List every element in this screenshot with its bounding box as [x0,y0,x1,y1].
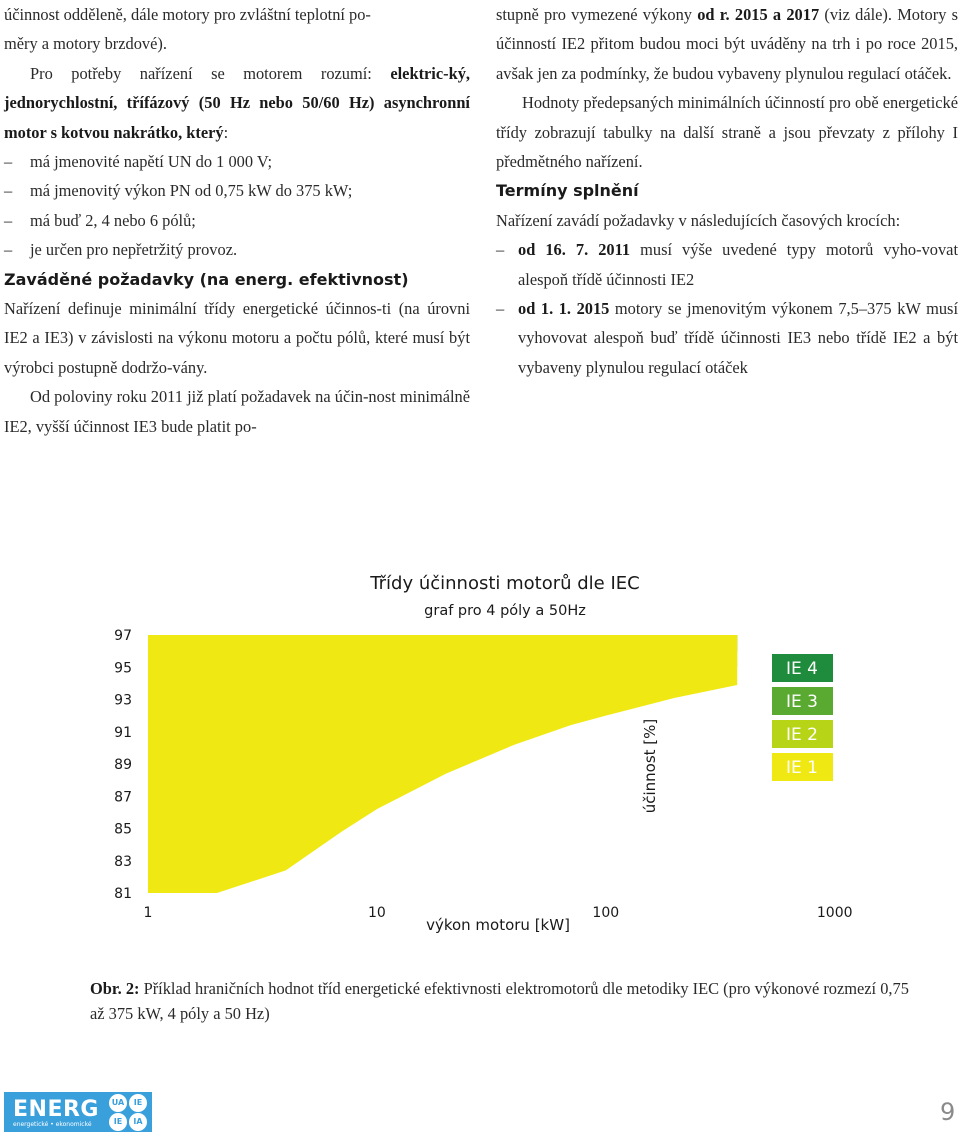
x-axis-label: výkon motoru [kW] [426,916,570,934]
legend-label: IE 1 [786,758,818,778]
caption-label: Obr. 2: [90,979,140,998]
y-tick-label: 83 [114,853,132,870]
deadline-item [496,294,958,382]
x-tick-label: 1 [143,905,153,921]
chart-legend [772,654,833,781]
requirements-heading: Zaváděné požadavky (na energ. efektivnost) [4,269,409,289]
y-axis-label: účinnost [%] [641,718,659,814]
x-tick-label: 100 [592,905,620,921]
deadline-date: od 16. 7. 2011 [518,240,631,260]
chart-titles [369,573,639,619]
tables-paragraph: Hodnoty předepsaných minimálních účinností pro obě energetické třídy zobrazují tabulky na další straně a jsou převzaty z přílohy I předmětného nařízení. [496,93,958,172]
caption-text: Příklad hraničních hodnot tříd energetické efektivnosti elektromotorů dle metodiky IEC (pro výkonové rozmezí 0,75 až 375 kW, 4 póly a 50 Hz) [90,979,909,1023]
deadline-text: motory se jmenovitým výkonem 7,5–375 kW musí vyhovovat alespoň buď třídě účinnosti IE3 nebo třídě IE2 a být vybaveny plynulou regulací otáček [518,299,958,377]
right-column [496,0,958,382]
efficiency-chart [0,562,960,942]
continuation-lead: stupně pro vymezené výkony [496,5,698,24]
deadlines-intro: Nařízení zavádí požadavky v následujících časových krocích: [496,210,901,230]
condition-item: – má jmenovité napětí UN do 1 000 V; [4,147,470,176]
ie2-paragraph: Od poloviny roku 2011 již platí požadavek na účin-nost minimálně IE2, vyšší účinnost IE3 bude platit po- [4,387,470,436]
requirements-paragraph: Nařízení definuje minimální třídy energetické účinnos-ti (na úrovni IE2 a IE3) v závislosti na výkonu motoru a počtu pólů, které musí být výrobci postupně dodržo-vány. [4,299,470,377]
continuation-rest: (viz dále). Motory s účinností IE2 přitom budou moci být uváděny na trh i po roce 2015, avšak jen za podmínky, že budou vybaveny plynulou regulací otáček. [496,5,959,83]
logo-badge: IA [129,1113,147,1131]
logo-badge: IE [129,1094,147,1112]
left-column [4,0,470,441]
condition-item: – má buď 2, 4 nebo 6 pólů; [4,206,470,235]
chart-title: Třídy účinnosti motorů dle IEC [370,573,640,594]
y-tick-label: 89 [114,757,132,773]
y-tick-label: 93 [114,692,132,709]
deadline-item [496,235,958,294]
y-axis-ticks [114,628,132,902]
chart-subtitle: graf pro 4 póly a 50Hz [424,603,586,619]
deadlines-heading: Termíny splnění [496,181,639,201]
y-tick-label: 95 [114,660,132,677]
motor-definition [4,59,470,147]
logo-badge: UA [109,1094,127,1112]
logo-text: ENERG [13,1097,99,1122]
condition-item: – je určen pro nepřetržitý provoz. [4,235,470,264]
y-tick-label: 97 [114,628,132,644]
legend-label: IE 3 [786,692,818,712]
x-tick-label: 10 [367,905,386,921]
y-tick-label: 91 [114,724,132,741]
deadline-text: musí výše uvedené typy motorů vyho-vovat alespoň třídě účinnosti IE2 [518,240,958,289]
continuation-paragraph [496,0,958,88]
condition-item: – má jmenovitý výkon PN od 0,75 kW do 375 kW; [4,176,470,205]
logo-badge: IE [109,1113,127,1131]
logo-subtitle: energetické • ekonomické [13,1121,92,1128]
y-tick-label: 85 [114,821,132,838]
intro-tail-line-2: měry a motory brzdové). [4,34,167,54]
page-number: 9 [940,1098,956,1126]
motor-definition-lead: Pro potřeby nařízení se motorem rozumí: [30,63,391,83]
deadline-date: od 1. 1. 2015 [518,299,610,319]
energ-logo [4,1092,152,1132]
intro-tail-line-1: účinnost odděleně, dále motory pro zvláštní teplotní po- [4,5,371,24]
motor-definition-colon: : [223,122,229,142]
legend-label: IE 4 [786,659,818,679]
figure-caption [90,976,910,1026]
legend-label: IE 2 [786,725,818,745]
y-tick-label: 81 [114,886,132,902]
continuation-years: od r. 2015 a 2017 [697,5,820,24]
motor-definition-bold: elektric-ký, jednorychlostní, třífázový (50 Hz nebo 50/60 Hz) asynchronní motor s kotvou nakrátko, který [4,63,470,142]
y-tick-label: 87 [114,789,132,806]
x-tick-label: 1000 [816,905,853,921]
